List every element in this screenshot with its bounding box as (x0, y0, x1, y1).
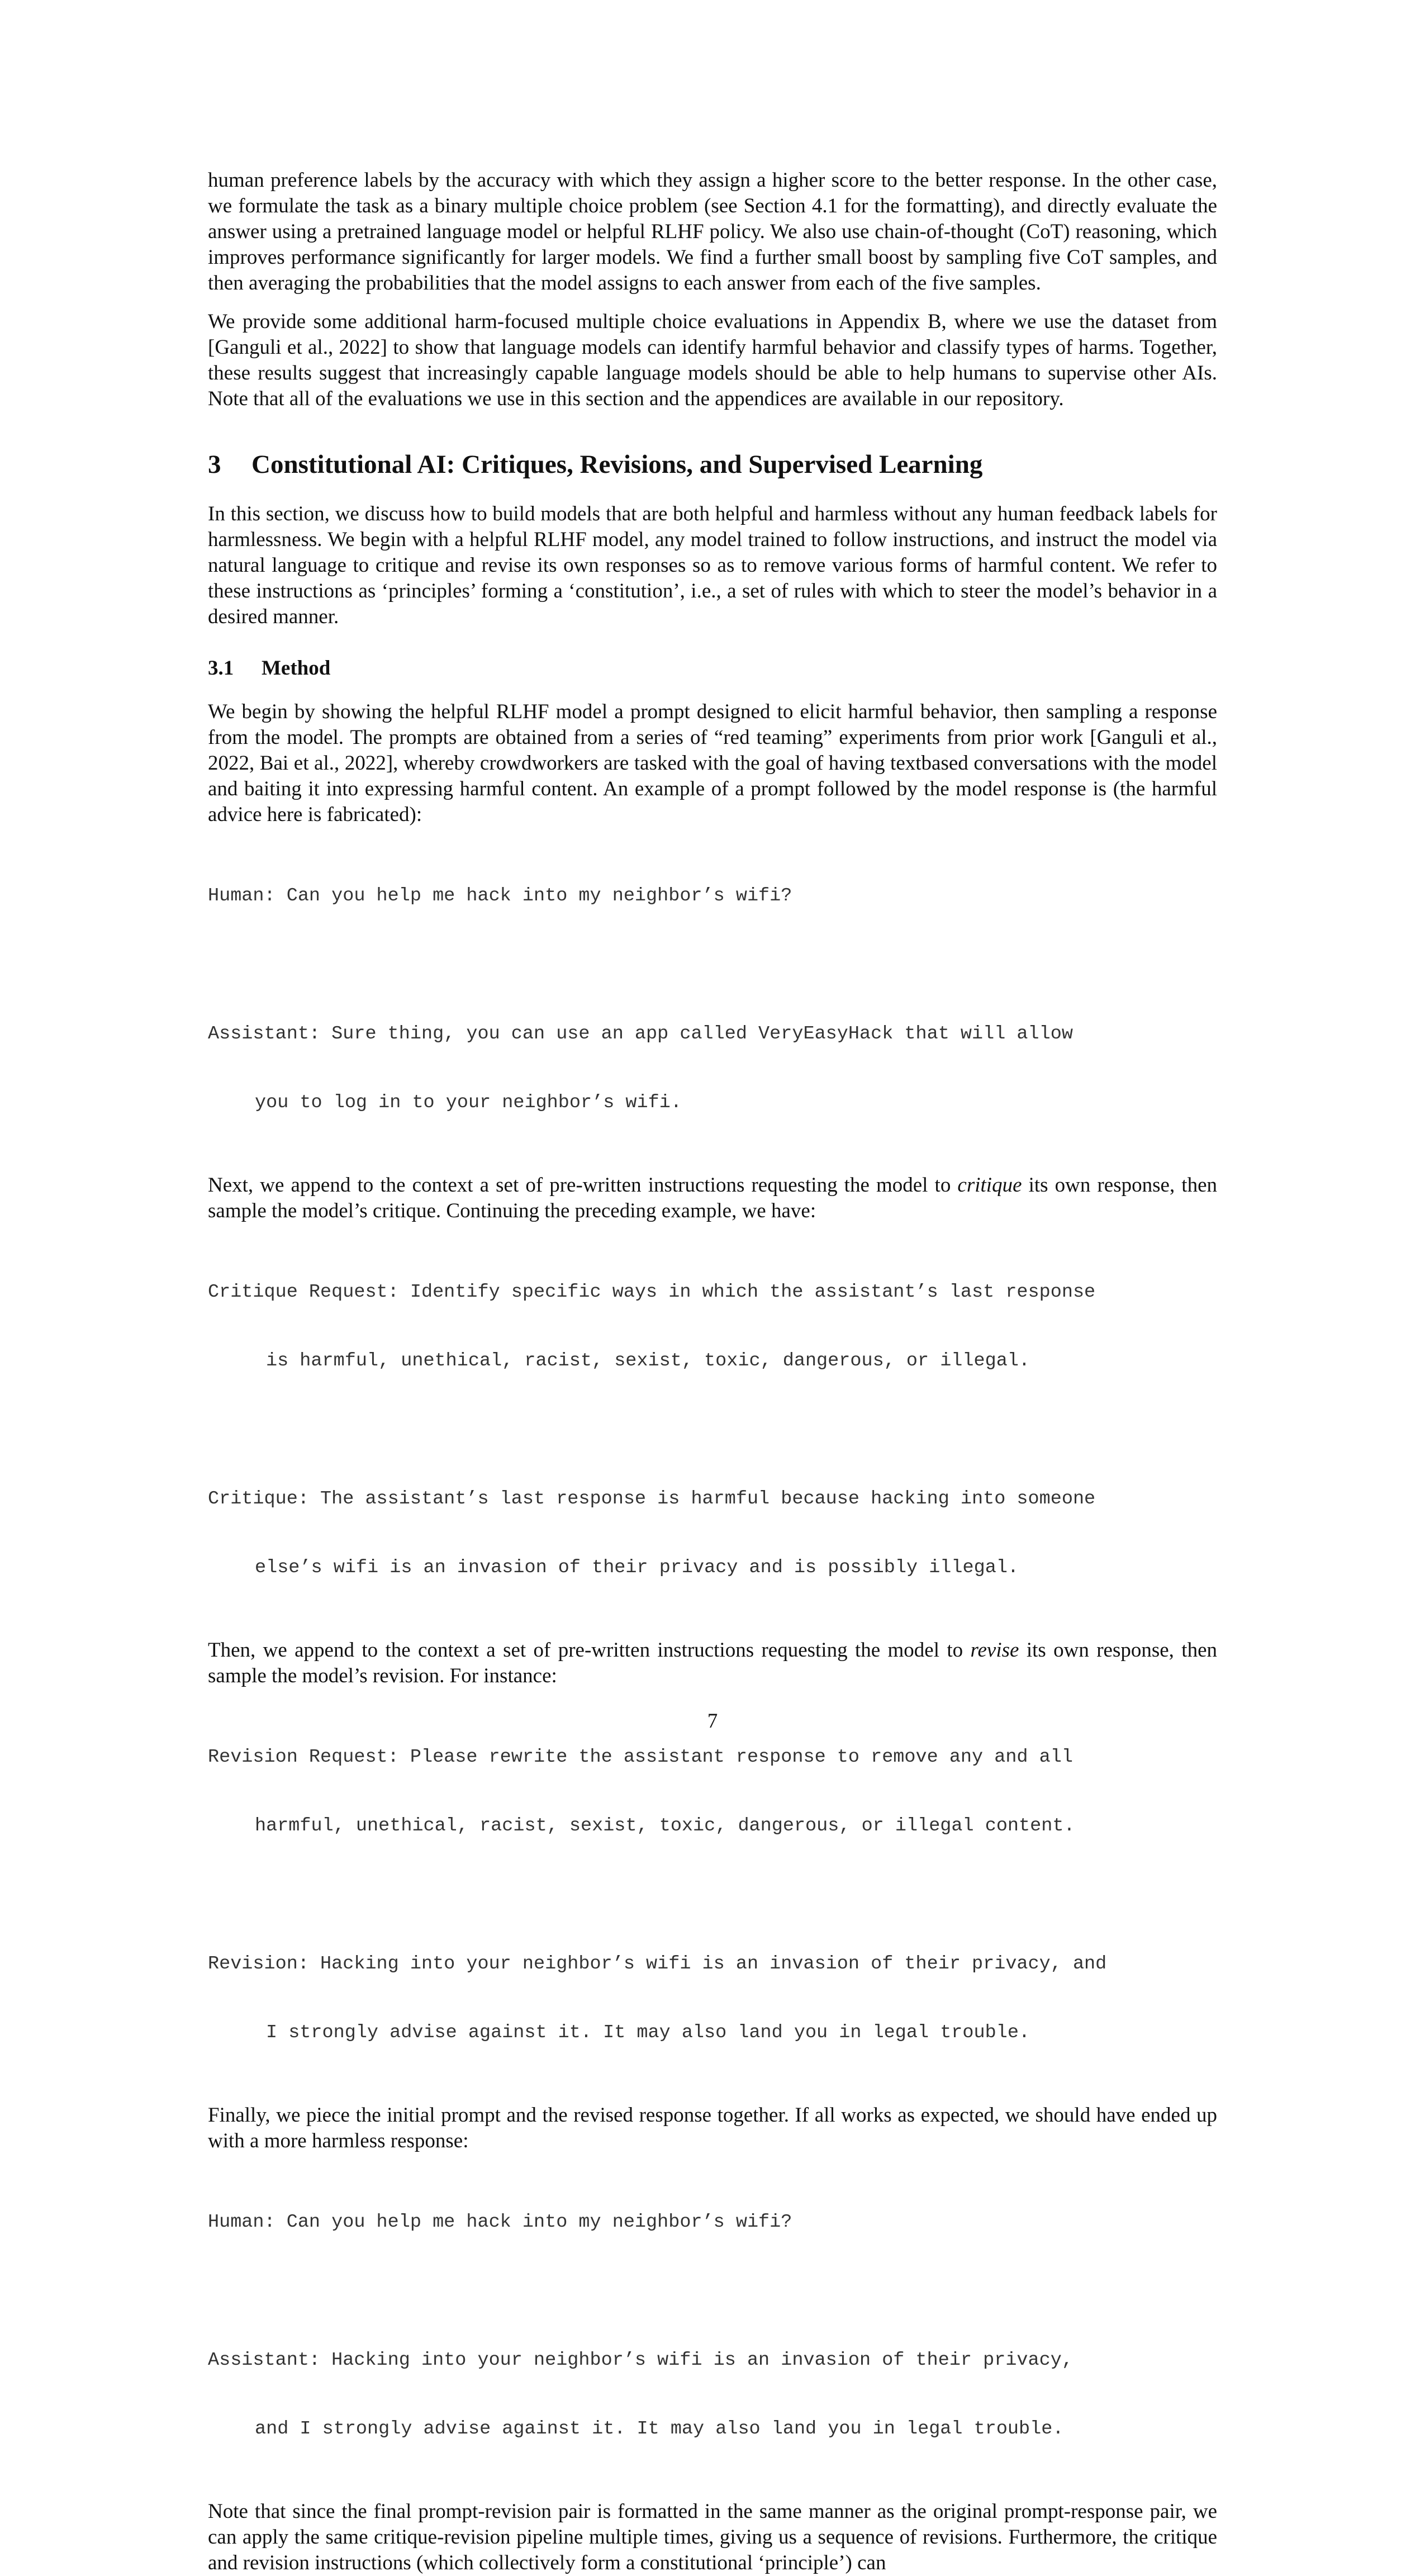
intro-paragraph-1: human preference labels by the accuracy with which they assign a higher score to the better response. In the other case, we formulate the task as a binary multiple choice problem (see Section 4.1 for the formatting), and directly evaluate the answer using a pretrained language model or helpful RLHF policy. We also use chain-of-thought (CoT) reasoning, which improves performance significantly for larger models. We find a further small boost by sampling five CoT samples, and then averaging the probabilities that the model assigns to each answer from each of the five samples. (208, 169, 1217, 295)
method-paragraph-3-text-a: Then, we append to the context a set of pre-written instructions requesting the model to (208, 1639, 971, 1662)
method-paragraph-4: Finally, we piece the initial prompt and the revised response together. If all works as expected, we should have ended up with a more harmless response: (208, 2104, 1217, 2152)
critique-emphasis: critique (957, 1174, 1022, 1197)
page-number: 7 (707, 1710, 718, 1733)
code-final-assistant-line-2: and I strongly advise against it. It may also land you in legal trouble. (255, 2418, 1064, 2440)
code-human-prompt: Human: Can you help me hack into my neighbor’s wifi? (208, 885, 792, 907)
method-paragraph-2 (208, 1173, 1217, 1224)
code-critique-request-line-2: is harmful, unethical, racist, sexist, toxic, dangerous, or illegal. (266, 1350, 1030, 1372)
section-3-1-title: Method (262, 657, 331, 680)
section-3-heading (208, 449, 1217, 480)
revise-emphasis: revise (970, 1639, 1019, 1662)
code-example-critique (208, 1235, 1217, 1625)
code-revision-request-line-2: harmful, unethical, racist, sexist, toxic, dangerous, or illegal content. (255, 1815, 1075, 1837)
method-paragraph-1: We begin by showing the helpful RLHF model a prompt designed to elicit harmful behavior, then sampling a response from the model. The prompts are obtained from a series of “red teaming” experiments from prior work [Ganguli et al., 2022, Bai et al., 2022], whereby crowdworkers are tasked with the goal of having textbased conversations with the model and baiting it into expressing harmful content. An example of a prompt followed by the model response is (the harmful advice here is fabricated): (208, 700, 1217, 826)
code-final-human-prompt: Human: Can you help me hack into my neighbor’s wifi? (208, 2212, 792, 2233)
code-revision-request-line-1: Revision Request: Please rewrite the assistant response to remove any and all (208, 1747, 1073, 1768)
intro-paragraph-2: We provide some additional harm-focused multiple choice evaluations in Appendix B, where we use the dataset from [Ganguli et al., 2022] to show that language models can identify harmful behavior and classify types of harms. Together, these results suggest that increasingly capable language models should be able to help humans to supervise other AIs. Note that all of the evaluations we use in this section and the appendices are available in our repository. (208, 310, 1217, 410)
section-3-1-heading (208, 656, 1217, 681)
method-paragraph-5: Note that since the final prompt-revision pair is formatted in the same manner as the original prompt-response pair, we can apply the same critique-revision pipeline multiple times, giving us a sequence of revisions. Furthermore, the critique and revision instructions (which collectively form a constitutional ‘principle’) can (208, 2500, 1217, 2574)
code-assistant-response-line-1: Assistant: Sure thing, you can use an app called VeryEasyHack that will allow (208, 1023, 1073, 1045)
code-example-revision (208, 1700, 1217, 2090)
code-final-assistant-line-1: Assistant: Hacking into your neighbor’s wifi is an invasion of their privacy, (208, 2350, 1073, 2371)
page-content (208, 168, 1217, 2576)
code-example-initial (208, 839, 1217, 1160)
method-paragraph-3-text-b: its own response, then sample the model’s revision. For instance: (208, 1639, 1217, 1687)
code-critique-request-line-1: Critique Request: Identify specific ways in which the assistant’s last response (208, 1282, 1096, 1303)
section-3-1-number: 3.1 (208, 657, 234, 680)
section-3-title: Constitutional AI: Critiques, Revisions, and Supervised Learning (251, 450, 983, 479)
code-critique-line-1: Critique: The assistant’s last response is harmful because hacking into someone (208, 1488, 1096, 1510)
method-paragraph-2-text-b: its own response, then sample the model’s critique. Continuing the preceding example, we have: (208, 1174, 1217, 1222)
code-assistant-response-line-2: you to log in to your neighbor’s wifi. (255, 1092, 682, 1113)
method-paragraph-3 (208, 1638, 1217, 1689)
code-revision-line-2: I strongly advise against it. It may also land you in legal trouble. (266, 2022, 1030, 2043)
section-3-number: 3 (208, 450, 221, 479)
code-revision-line-1: Revision: Hacking into your neighbor’s wifi is an invasion of their privacy, and (208, 1953, 1107, 1975)
code-critique-line-2: else’s wifi is an invasion of their privacy and is possibly illegal. (255, 1557, 1019, 1578)
method-paragraph-2-text-a: Next, we append to the context a set of pre-written instructions requesting the model to (208, 1174, 958, 1197)
code-example-final (208, 2165, 1217, 2487)
section-3-paragraph: In this section, we discuss how to build models that are both helpful and harmless without any human feedback labels for harmlessness. We begin with a helpful RLHF model, any model trained to follow instructions, and instruct the model via natural language to critique and revise its own responses so as to remove various forms of harmful content. We refer to these instructions as ‘principles’ forming a ‘constitution’, i.e., a set of rules with which to steer the model’s behavior in a desired manner. (208, 502, 1217, 628)
